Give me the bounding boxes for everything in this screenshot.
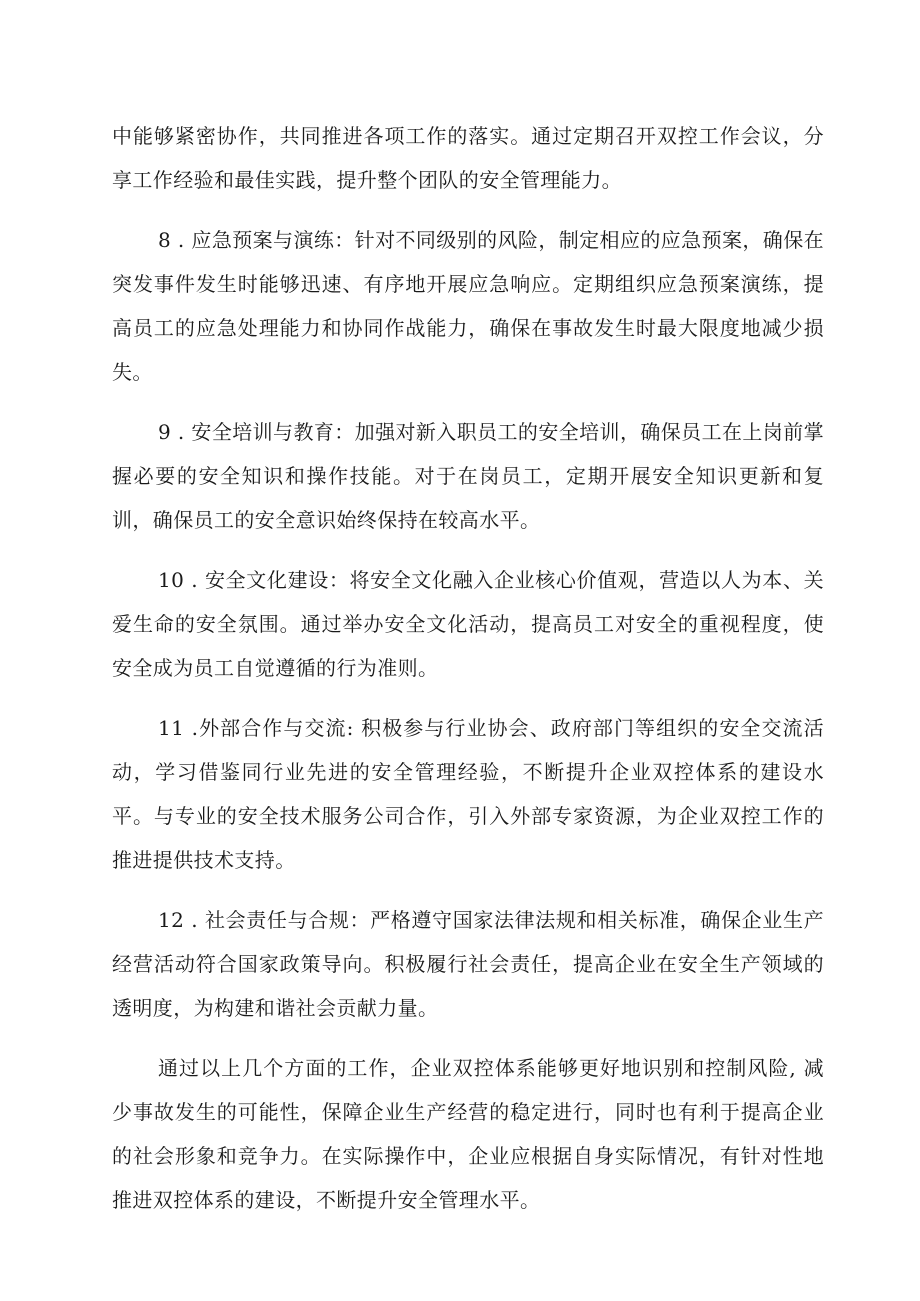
paragraph-social-responsibility: 12 . 社会责任与合规：严格遵守国家法律法规和相关标准，确保企业生产经营活动符合国家政策导向。积极履行社会责任，提高企业在安全生产领域的透明度，为构建和谐社会贡献力量。 (112, 908, 824, 1020)
document-body (112, 114, 824, 1238)
paragraph-emergency-plan: 8 . 应急预案与演练：针对不同级别的风险，制定相应的应急预案，确保在突发事件发生时能够迅速、有序地开展应急响应。定期组织应急预案演练，提高员工的应急处理能力和协同作战能力，确保在事故发生时最大限度地减少损失。 (112, 228, 824, 384)
paragraph-safety-training: 9 . 安全培训与教育：加强对新入职员工的安全培训，确保员工在上岗前掌握必要的安全知识和操作技能。对于在岗员工，定期开展安全知识更新和复训，确保员工的安全意识始终保持在较高水平。 (112, 420, 824, 532)
paragraph-continuation: 中能够紧密协作，共同推进各项工作的落实。通过定期召开双控工作会议，分享工作经验和最佳实践，提升整个团队的安全管理能力。 (112, 124, 824, 192)
paragraph-safety-culture: 10 . 安全文化建设：将安全文化融入企业核心价值观，营造以人为本、关爱生命的安全氛围。通过举办安全文化活动，提高员工对安全的重视程度，使安全成为员工自觉遵循的行为准则。 (112, 568, 824, 680)
paragraph-external-cooperation: 11 .外部合作与交流: 积极参与行业协会、政府部门等组织的安全交流活动，学习借鉴同行业先进的安全管理经验，不断提升企业双控体系的建设水平。与专业的安全技术服务公司合作，引入外部专家资源，为企业双控工作的推进提供技术支持。 (112, 716, 824, 872)
paragraph-conclusion: 通过以上几个方面的工作，企业双控体系能够更好地识别和控制风险, 减少事故发生的可能性，保障企业生产经营的稳定进行，同时也有利于提高企业的社会形象和竞争力。在实际操作中，企业应根据自身实际情况，有针对性地推进双控体系的建设，不断提升安全管理水平。 (112, 1056, 824, 1212)
